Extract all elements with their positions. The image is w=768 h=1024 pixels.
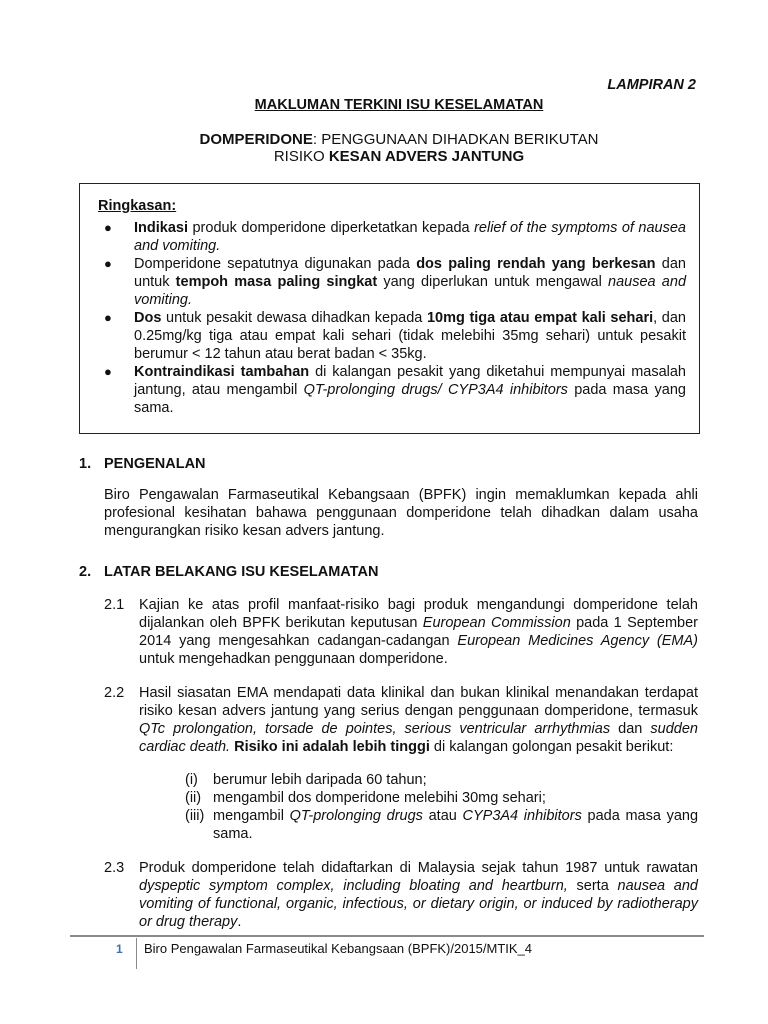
summary-heading: Ringkasan: — [98, 198, 177, 214]
drug-name: DOMPERIDONE — [199, 131, 313, 148]
subtitle-text: RISIKO — [273, 148, 329, 165]
body-text: pada 1 September 2014 yang mengesahkan cadangan-cadangan — [139, 615, 698, 649]
body-text: serta — [567, 878, 618, 894]
body-italic: QT-prolonging drugs — [289, 808, 423, 824]
subsection-body — [139, 859, 698, 931]
body-italic: QTc prolongation, torsade de pointes, serious ventricular arrhythmias — [139, 721, 611, 737]
subtitle-bold: KESAN ADVERS JANTUNG — [328, 148, 525, 165]
subsection-number: 2.1 — [104, 597, 125, 613]
list-item — [185, 789, 698, 807]
subsection-number: 2.3 — [104, 860, 125, 876]
body-text: mengambil — [213, 808, 290, 824]
bullet-icon: ● — [104, 220, 112, 235]
summary-bullet — [98, 255, 686, 309]
bullet-italic: relief of the symptoms of nausea and vomiting. — [134, 220, 686, 254]
section-title: LATAR BELAKANG ISU KESELAMATAN — [104, 564, 379, 580]
body-text: pada masa yang sama. — [213, 808, 699, 842]
body-text: atau — [422, 808, 463, 824]
bullet-text: produk domperidone diperketatkan kepada — [188, 220, 475, 236]
footer-divider — [70, 935, 704, 937]
body-text: Produk domperidone telah didaftarkan di Malaysia sejak tahun 1987 untuk rawatan — [139, 860, 698, 876]
document-subtitle-line1 — [0, 131, 768, 149]
bullet-text: Domperidone sepatutnya digunakan pada — [134, 256, 417, 272]
list-item — [185, 771, 698, 789]
bullet-italic: QT-prolonging drugs/ CYP3A4 inhibitors — [303, 382, 568, 398]
bullet-bold: Indikasi — [134, 220, 188, 236]
list-number: (i) — [185, 772, 198, 788]
bullet-icon: ● — [104, 364, 112, 379]
bullet-bold: Dos — [134, 310, 162, 326]
list-number: (iii) — [185, 808, 205, 824]
section-heading — [79, 563, 378, 581]
summary-bullet — [98, 219, 686, 255]
bullet-italic: nausea and vomiting. — [134, 274, 687, 308]
summary-bullet — [98, 363, 686, 417]
list-number: (ii) — [185, 790, 202, 806]
footer-reference: Biro Pengawalan Farmaseutikal Kebangsaan (BPFK)/2015/MTIK_4 — [144, 941, 533, 956]
body-text: . — [237, 914, 242, 930]
body-italic: European Medicines Agency (EMA) — [457, 633, 699, 649]
subtitle-text: : PENGGUNAAN DIHADKAN BERIKUTAN — [312, 131, 599, 148]
body-italic: sudden cardiac death. — [139, 721, 698, 755]
bullet-icon: ● — [104, 256, 112, 271]
body-text: dan — [610, 721, 651, 737]
section-title: PENGENALAN — [104, 456, 206, 472]
page-number: 1 — [116, 942, 123, 956]
section-number: 1. — [79, 456, 92, 472]
body-italic: CYP3A4 inhibitors — [462, 808, 582, 824]
bullet-bold: tempoh masa paling singkat — [175, 274, 378, 290]
section-body: Biro Pengawalan Farmaseutikal Kebangsaan (BPFK) ingin memaklumkan kepada ahli profesional kesihatan bahawa penggunaan domperidone telah dihadkan dalam usaha mengurangkan risiko kesan advers jantung. — [104, 487, 698, 539]
bullet-text: pada masa yang sama. — [134, 382, 686, 416]
bullet-icon: ● — [104, 310, 112, 325]
bullet-text: yang diperlukan untuk mengawal — [377, 274, 609, 290]
document-title: MAKLUMAN TERKINI ISU KESELAMATAN — [254, 97, 544, 113]
body-text: Kajian ke atas profil manfaat-risiko bagi produk mengandungi domperidone telah dijalankan oleh BPFK berikutan keputusan — [139, 597, 698, 631]
bullet-text: , dan 0.25mg/kg tiga atau empat kali sehari (tidak melebihi 35mg sehari) untuk pesakit berumur < 12 tahun atau berat badan < 35kg. — [134, 310, 686, 362]
subsection-number: 2.2 — [104, 685, 125, 701]
summary-bullet — [98, 309, 686, 363]
list-text — [213, 807, 698, 843]
section-heading — [79, 455, 206, 473]
bullet-bold: dos paling rendah yang berkesan — [416, 256, 656, 272]
section-number: 2. — [79, 564, 92, 580]
body-italic: dyspeptic symptom complex, including bloating and heartburn, — [139, 878, 568, 894]
list-text: mengambil dos domperidone melebihi 30mg sehari; — [213, 790, 546, 806]
body-text: Hasil siasatan EMA mendapati data klinikal dan bukan klinikal menandakan terdapat risiko kesan advers jantung yang serius dengan penggunaan domperidone, termasuk — [139, 685, 698, 719]
body-italic: European Commission — [422, 615, 571, 631]
list-text: berumur lebih daripada 60 tahun; — [213, 772, 427, 788]
summary-list — [98, 219, 686, 417]
subsection-body — [139, 684, 698, 756]
appendix-label: LAMPIRAN 2 — [607, 77, 696, 93]
bullet-bold: Kontraindikasi tambahan — [134, 364, 310, 380]
body-text: untuk mengehadkan penggunaan domperidone. — [139, 651, 448, 667]
bullet-text: di kalangan pesakit yang diketahui mempunyai masalah jantung, atau mengambil — [134, 364, 686, 398]
document-subtitle-line2 — [0, 148, 768, 166]
footer-separator — [136, 938, 137, 969]
body-bold: Risiko ini adalah lebih tinggi — [230, 739, 430, 755]
subsection-body — [139, 596, 698, 668]
bullet-text: dan untuk — [134, 256, 686, 290]
risk-group-list — [185, 771, 698, 843]
body-text: di kalangan golongan pesakit berikut: — [429, 739, 674, 755]
body-italic: nausea and vomiting of functional, organic, infectious, or dietary origin, or induced by radiotherapy or drug therapy — [139, 878, 698, 930]
bullet-text: untuk pesakit dewasa dihadkan kepada — [161, 310, 427, 326]
list-item — [185, 807, 698, 843]
bullet-bold: 10mg tiga atau empat kali sehari — [426, 310, 654, 326]
